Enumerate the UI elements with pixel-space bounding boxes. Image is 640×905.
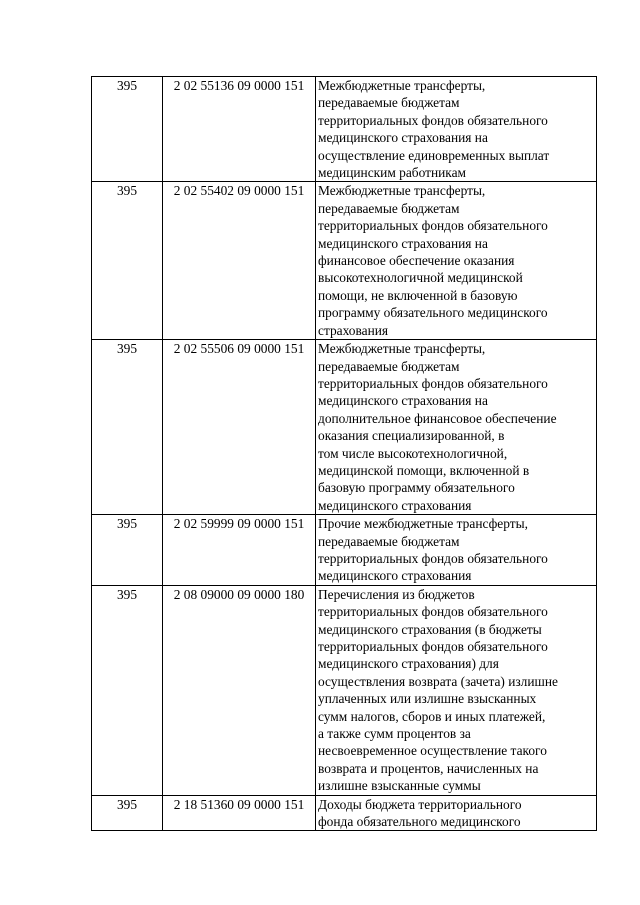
income-name-line: территориальных фондов обязательного bbox=[318, 218, 548, 234]
income-name-line: помощи, не включенной в базовую bbox=[318, 287, 518, 303]
income-name-line: медицинского страхования на bbox=[318, 130, 488, 146]
income-name-line: осуществления возврата (зачета) излишне bbox=[318, 673, 558, 689]
income-name-line: медицинского страхования) для bbox=[318, 656, 499, 672]
table-row bbox=[92, 340, 597, 515]
income-name-line: излишне взысканные суммы bbox=[318, 778, 481, 794]
income-name-line: оказания специализированной, в bbox=[318, 428, 505, 444]
table-row bbox=[92, 795, 597, 831]
income-name-line: медицинского страхования на bbox=[318, 235, 488, 251]
income-name-cell bbox=[316, 585, 597, 795]
income-name-line: медицинским работникам bbox=[318, 165, 467, 181]
income-name-line: высокотехнологичной медицинской bbox=[318, 270, 523, 286]
income-name-line: медицинского страхования bbox=[318, 568, 472, 584]
income-name-line: передаваемые бюджетам bbox=[318, 95, 460, 111]
table-row bbox=[92, 585, 597, 795]
admin-code-cell: 395 bbox=[92, 515, 163, 586]
income-name-line: Доходы бюджета территориального bbox=[318, 796, 522, 812]
income-name-line: Перечисления из бюджетов bbox=[318, 586, 475, 602]
admin-code-cell: 395 bbox=[92, 182, 163, 340]
income-name-line: Прочие межбюджетные трансферты, bbox=[318, 516, 528, 532]
income-name-line: территориальных фондов обязательного bbox=[318, 550, 548, 566]
income-name-line: несвоевременное осуществление такого bbox=[318, 743, 547, 759]
income-name-line: осуществление единовременных выплат bbox=[318, 147, 550, 163]
income-name-line: передаваемые бюджетам bbox=[318, 533, 460, 549]
income-name-line: финансовое обеспечение оказания bbox=[318, 253, 515, 269]
table-row bbox=[92, 77, 597, 182]
income-name-cell bbox=[316, 795, 597, 831]
income-name-line: уплаченных или излишне взысканных bbox=[318, 691, 537, 707]
income-name-line: Межбюджетные трансферты, bbox=[318, 78, 486, 93]
income-name-line: фонда обязательного медицинского bbox=[318, 814, 521, 830]
income-name-cell bbox=[316, 515, 597, 586]
table-row bbox=[92, 515, 597, 586]
income-name-cell bbox=[316, 340, 597, 515]
kbk-code-cell: 2 02 59999 09 0000 151 bbox=[163, 515, 316, 586]
kbk-code-cell: 2 02 55136 09 0000 151 bbox=[163, 77, 316, 182]
income-name-line: возврата и процентов, начисленных на bbox=[318, 760, 539, 776]
income-name-line: медицинского страхования на bbox=[318, 393, 488, 409]
table-row bbox=[92, 182, 597, 340]
income-name-line: передаваемые бюджетам bbox=[318, 200, 460, 216]
income-name-line: сумм налогов, сборов и иных платежей, bbox=[318, 708, 546, 724]
income-name-line: страхования bbox=[318, 322, 389, 338]
income-name-line: Межбюджетные трансферты, bbox=[318, 183, 486, 199]
income-name-line: дополнительное финансовое обеспечение bbox=[318, 410, 557, 426]
admin-code-cell: 395 bbox=[92, 585, 163, 795]
income-name-line: территориальных фондов обязательного bbox=[318, 375, 548, 391]
kbk-code-cell: 2 02 55402 09 0000 151 bbox=[163, 182, 316, 340]
admin-code-cell: 395 bbox=[92, 795, 163, 831]
kbk-code-cell: 2 18 51360 09 0000 151 bbox=[163, 795, 316, 831]
income-name-line: территориальных фондов обязательного bbox=[318, 604, 548, 620]
income-name-line: базовую программу обязательного bbox=[318, 480, 515, 496]
table-body bbox=[92, 77, 597, 831]
kbk-code-cell: 2 08 09000 09 0000 180 bbox=[163, 585, 316, 795]
income-name-line: передаваемые бюджетам bbox=[318, 358, 460, 374]
income-name-line: медицинского страхования bbox=[318, 497, 472, 513]
kbk-code-cell: 2 02 55506 09 0000 151 bbox=[163, 340, 316, 515]
income-name-line: территориальных фондов обязательного bbox=[318, 112, 548, 128]
income-name-cell bbox=[316, 77, 597, 182]
admin-code-cell: 395 bbox=[92, 77, 163, 182]
income-name-cell bbox=[316, 182, 597, 340]
budget-classification-table bbox=[91, 76, 597, 831]
income-name-line: медицинской помощи, включенной в bbox=[318, 462, 530, 478]
income-name-line: территориальных фондов обязательного bbox=[318, 639, 548, 654]
income-name-line: медицинского страхования (в бюджеты bbox=[318, 621, 542, 637]
income-name-line: программу обязательного медицинского bbox=[318, 305, 548, 321]
income-name-line: а также сумм процентов за bbox=[318, 726, 471, 742]
income-name-line: Межбюджетные трансферты, bbox=[318, 341, 486, 357]
income-name-line: том числе высокотехнологичной, bbox=[318, 445, 508, 461]
admin-code-cell: 395 bbox=[92, 340, 163, 515]
